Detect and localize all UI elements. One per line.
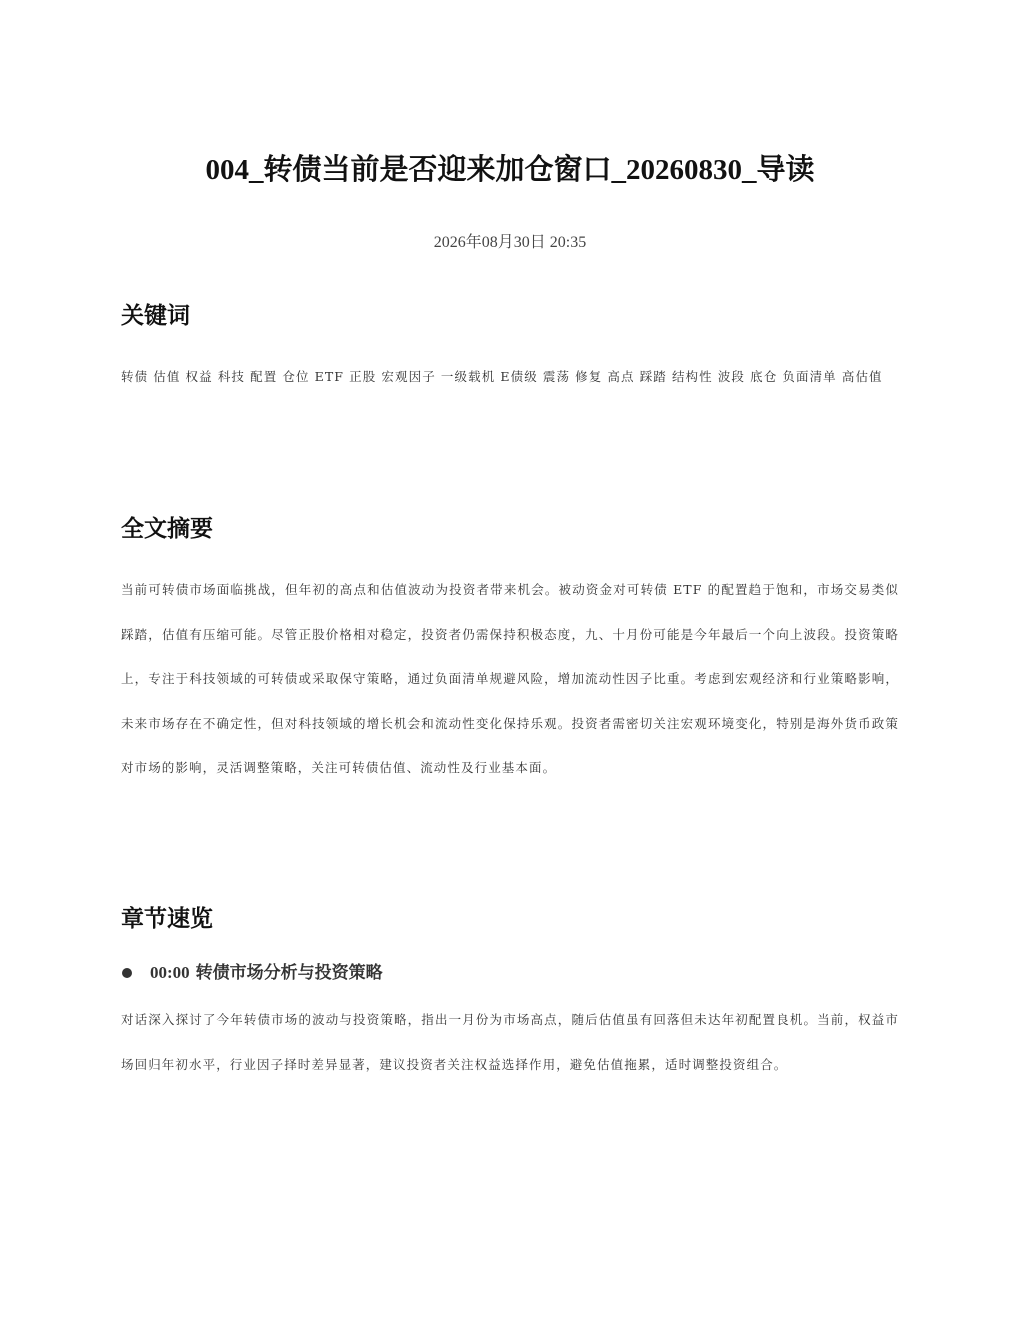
keywords-text: 转债 估值 权益 科技 配置 仓位 ETF 正股 宏观因子 一级载机 E债级 震荡 修复 高点 踩踏 结构性 波段 底仓 负面清单 高估值: [121, 369, 883, 384]
document-datetime: 2026年08月30日 20:35: [433, 234, 587, 251]
document-title: 004_转债当前是否迎来加仓窗口_20260830_导读: [205, 154, 815, 186]
chapter-timestamp: 00:00: [150, 963, 190, 982]
chapter-text: 对话深入探讨了今年转债市场的波动与投资策略，指出一月份为市场高点，随后估值虽有回落但未达年初配置良机。当前，权益市场回归年初水平，行业因子择时差异显著，建议投资者关注权益选择作用，避免估值拖累，适时调整投资组合。: [121, 1012, 899, 1072]
summary-section: [121, 513, 899, 791]
summary-text: 当前可转债市场面临挑战，但年初的高点和估值波动为投资者带来机会。被动资金对可转债 ETF 的配置趋于饱和，市场交易类似踩踏，估值有压缩可能。尽管正股价格相对稳定，投资者仍需保持积极态度，九、十月份可能是今年最后一个向上波段。投资策略上，专注于科技领域的可转债或采取保守策略，通过负面清单规避风险，增加流动性因子比重。考虑到宏观经济和行业策略影响，未来市场存在不确定性，但对科技领域的增长机会和流动性变化保持乐观。投资者需密切关注宏观环境变化，特别是海外货币政策对市场的影响，灵活调整策略，关注可转债估值、流动性及行业基本面。: [121, 582, 899, 775]
chapter-item: [121, 956, 899, 990]
keywords-heading: 关键词: [121, 303, 190, 329]
keywords-section: [121, 300, 899, 400]
chapter-title: 转债市场分析与投资策略: [195, 963, 383, 982]
bullet-icon: [122, 968, 132, 978]
chapters-section: [121, 903, 899, 1087]
chapters-heading: 章节速览: [121, 906, 213, 932]
chapter-heading: [150, 960, 383, 986]
summary-heading: 全文摘要: [121, 516, 213, 542]
